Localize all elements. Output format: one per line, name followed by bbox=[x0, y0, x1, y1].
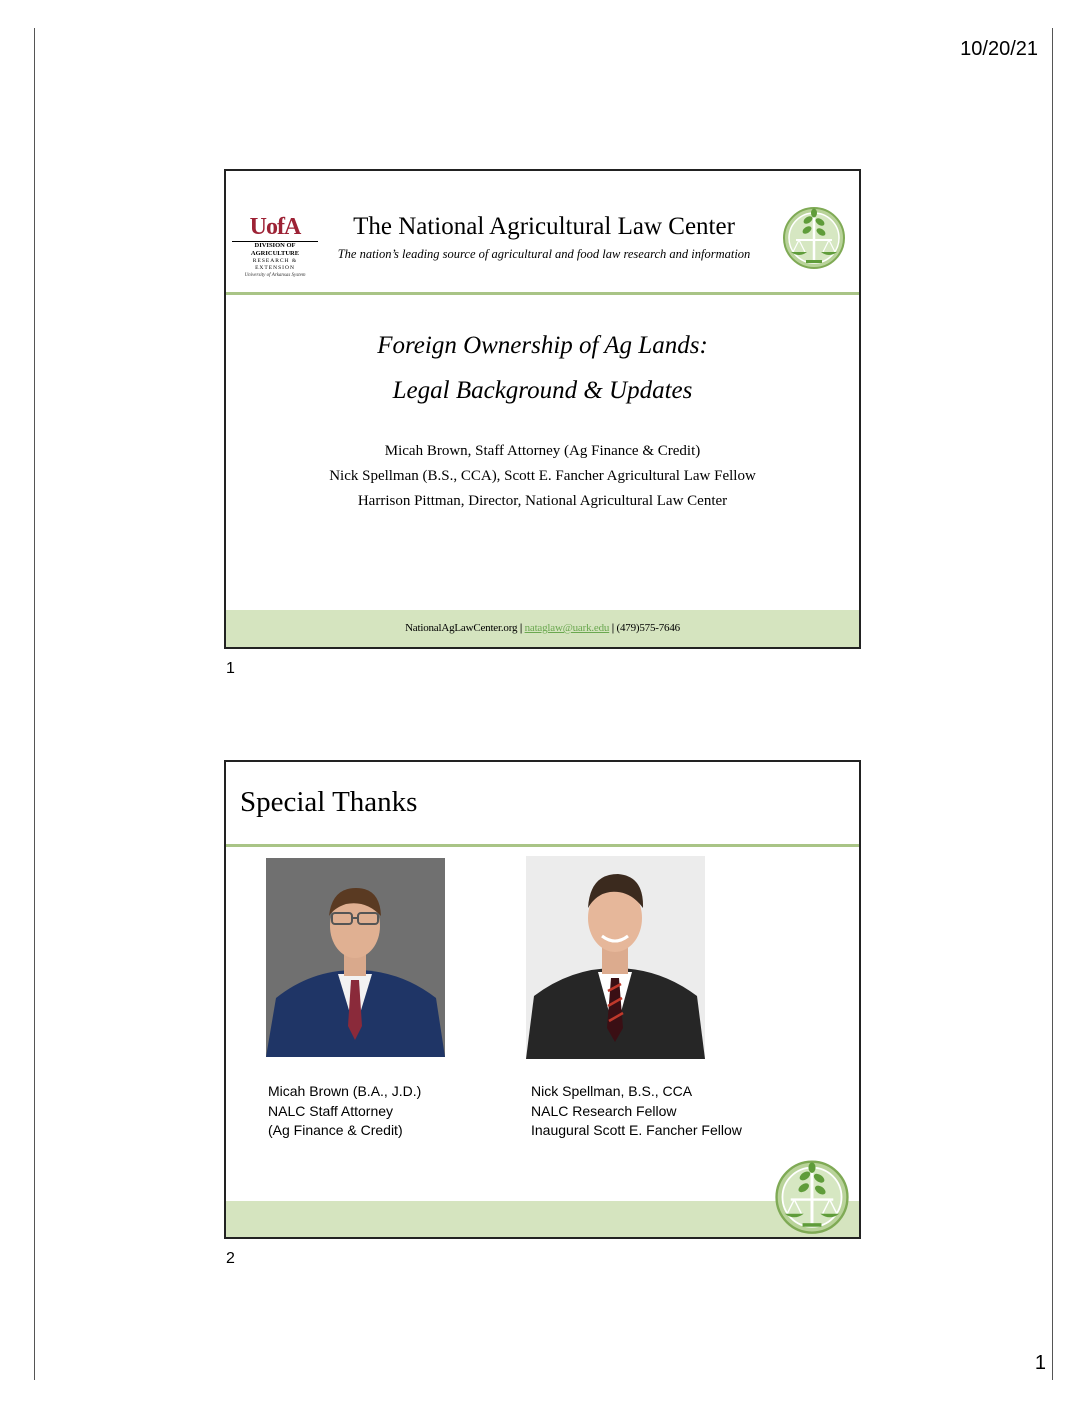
ua-division-logo bbox=[232, 215, 318, 279]
caption-line: Nick Spellman, B.S., CCA bbox=[531, 1083, 693, 1099]
phone-text: (479)575-7646 bbox=[616, 622, 680, 634]
presenter-line: Harrison Pittman, Director, National Agricultural Law Center bbox=[357, 493, 728, 509]
ua-logo-division: DIVISION OF AGRICULTURE bbox=[232, 241, 318, 258]
ua-logo-system: University of Arkansas System bbox=[244, 273, 306, 278]
title-divider bbox=[226, 844, 859, 847]
separator: | bbox=[609, 622, 617, 634]
slide-2 bbox=[224, 760, 861, 1239]
title-line-2: Legal Background & Updates bbox=[392, 377, 693, 404]
ua-logo-mark: UofA bbox=[249, 214, 301, 240]
caption-micah bbox=[268, 1082, 421, 1141]
email-link[interactable]: nataglaw@uark.edu bbox=[524, 622, 610, 634]
caption-line: NALC Research Fellow bbox=[531, 1102, 677, 1119]
caption-line: Micah Brown (B.A., J.D.) bbox=[268, 1083, 422, 1099]
center-tagline: The nation’s leading source of agricultural and food law research and information bbox=[337, 247, 751, 261]
contact-footer bbox=[226, 610, 859, 647]
page-date: 10/20/21 bbox=[960, 38, 1038, 60]
slide-footer-band bbox=[226, 1201, 859, 1237]
slide-number-1: 1 bbox=[226, 660, 235, 677]
header-divider bbox=[226, 292, 859, 295]
presenter-list bbox=[226, 439, 859, 514]
caption-line: (Ag Finance & Credit) bbox=[268, 1122, 403, 1138]
presentation-title bbox=[226, 323, 859, 413]
website-text: NationalAgLawCenter.org bbox=[405, 622, 518, 634]
page-number: 1 bbox=[1034, 1352, 1046, 1374]
presenter-line: Micah Brown, Staff Attorney (Ag Finance & Credit) bbox=[384, 443, 701, 459]
portrait-photo-nick bbox=[526, 856, 705, 1059]
ua-logo-research: RESEARCH & EXTENSION bbox=[252, 258, 298, 271]
contact-line bbox=[226, 610, 859, 647]
nalc-seal-icon bbox=[773, 1157, 851, 1235]
center-heading bbox=[322, 211, 766, 263]
slide-title: Special Thanks bbox=[240, 786, 418, 818]
slide-number-2: 2 bbox=[226, 1250, 235, 1267]
page-margin-right bbox=[1052, 28, 1053, 1380]
separator: | bbox=[517, 622, 525, 634]
caption-line: NALC Staff Attorney bbox=[268, 1102, 394, 1119]
caption-line: Inaugural Scott E. Fancher Fellow bbox=[531, 1122, 742, 1138]
title-line-1: Foreign Ownership of Ag Lands: bbox=[377, 332, 708, 359]
slide-1 bbox=[224, 169, 861, 649]
center-name: The National Agricultural Law Center bbox=[353, 213, 735, 240]
portrait-photo-micah bbox=[266, 858, 445, 1057]
page-margin-left bbox=[34, 28, 35, 1380]
presenter-line: Nick Spellman (B.S., CCA), Scott E. Fancher Agricultural Law Fellow bbox=[329, 468, 756, 484]
caption-nick bbox=[531, 1082, 742, 1141]
nalc-seal-icon bbox=[782, 204, 846, 270]
